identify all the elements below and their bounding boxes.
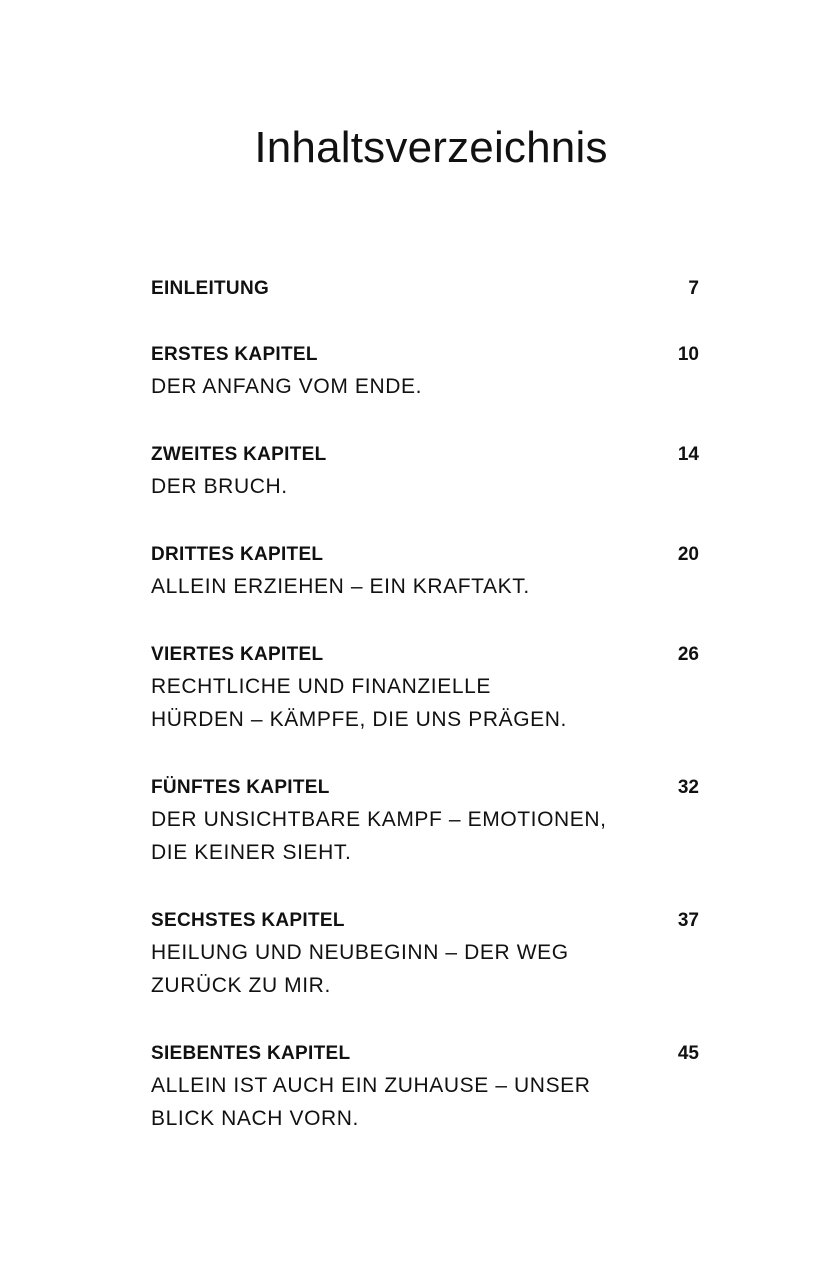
- chapter-subtitle-line: DER UNSICHTBARE KAMPF – EMOTIONEN,: [151, 808, 607, 831]
- chapter-label: ZWEITES KAPITEL: [151, 444, 327, 465]
- chapter-subtitle: [151, 370, 621, 403]
- chapter-subtitle-line: BLICK NACH VORN.: [151, 1107, 359, 1130]
- toc-entry[interactable]: [151, 276, 699, 302]
- chapter-label: ERSTES KAPITEL: [151, 344, 318, 365]
- page-number: 10: [677, 344, 699, 365]
- page-number: 32: [677, 777, 699, 798]
- chapter-subtitle: [151, 1069, 621, 1135]
- chapter-label: SECHSTES KAPITEL: [151, 910, 345, 931]
- chapter-subtitle: [151, 570, 621, 603]
- toc-entry-heading: [151, 442, 699, 468]
- page-number: 45: [677, 1043, 699, 1064]
- chapter-subtitle-line: ALLEIN ERZIEHEN – EIN KRAFTAKT.: [151, 575, 530, 598]
- toc-entry[interactable]: [151, 908, 699, 1002]
- toc-entry-heading: [151, 276, 699, 302]
- chapter-label: VIERTES KAPITEL: [151, 644, 324, 665]
- page-number: 7: [688, 278, 699, 299]
- chapter-label: SIEBENTES KAPITEL: [151, 1043, 351, 1064]
- page-number: 37: [677, 910, 699, 931]
- toc-entry-heading: [151, 1041, 699, 1067]
- chapter-subtitle-line: HEILUNG UND NEUBEGINN – DER WEG: [151, 941, 569, 964]
- chapter-subtitle-line: HÜRDEN – KÄMPFE, DIE UNS PRÄGEN.: [151, 708, 567, 731]
- page-number: 26: [677, 644, 699, 665]
- toc-entry[interactable]: [151, 642, 699, 736]
- chapter-subtitle-line: DER BRUCH.: [151, 475, 288, 498]
- toc-entry[interactable]: [151, 342, 699, 403]
- chapter-subtitle: [151, 670, 621, 736]
- toc-entry-heading: [151, 642, 699, 668]
- chapter-subtitle-line: ALLEIN IST AUCH EIN ZUHAUSE – UNSER: [151, 1074, 591, 1097]
- toc-entry-heading: [151, 342, 699, 368]
- toc-entry[interactable]: [151, 1041, 699, 1135]
- toc-entry[interactable]: [151, 542, 699, 603]
- page-title: Inhaltsverzeichnis: [254, 123, 608, 172]
- chapter-subtitle: [151, 803, 621, 869]
- chapter-label: EINLEITUNG: [151, 278, 270, 299]
- chapter-label: FÜNFTES KAPITEL: [151, 777, 330, 798]
- chapter-subtitle-line: RECHTLICHE UND FINANZIELLE: [151, 675, 491, 698]
- toc-entry[interactable]: [151, 775, 699, 869]
- toc-entry-heading: [151, 908, 699, 934]
- toc-entry-heading: [151, 542, 699, 568]
- chapter-subtitle: [151, 936, 621, 1002]
- chapter-subtitle-line: DIE KEINER SIEHT.: [151, 841, 352, 864]
- toc-entry[interactable]: [151, 442, 699, 503]
- chapter-subtitle-line: ZURÜCK ZU MIR.: [151, 974, 331, 997]
- chapter-subtitle: [151, 470, 621, 503]
- page-number: 20: [677, 544, 699, 565]
- page-number: 14: [677, 444, 699, 465]
- chapter-label: DRITTES KAPITEL: [151, 544, 324, 565]
- toc-entry-heading: [151, 775, 699, 801]
- chapter-subtitle-line: DER ANFANG VOM ENDE.: [151, 375, 423, 398]
